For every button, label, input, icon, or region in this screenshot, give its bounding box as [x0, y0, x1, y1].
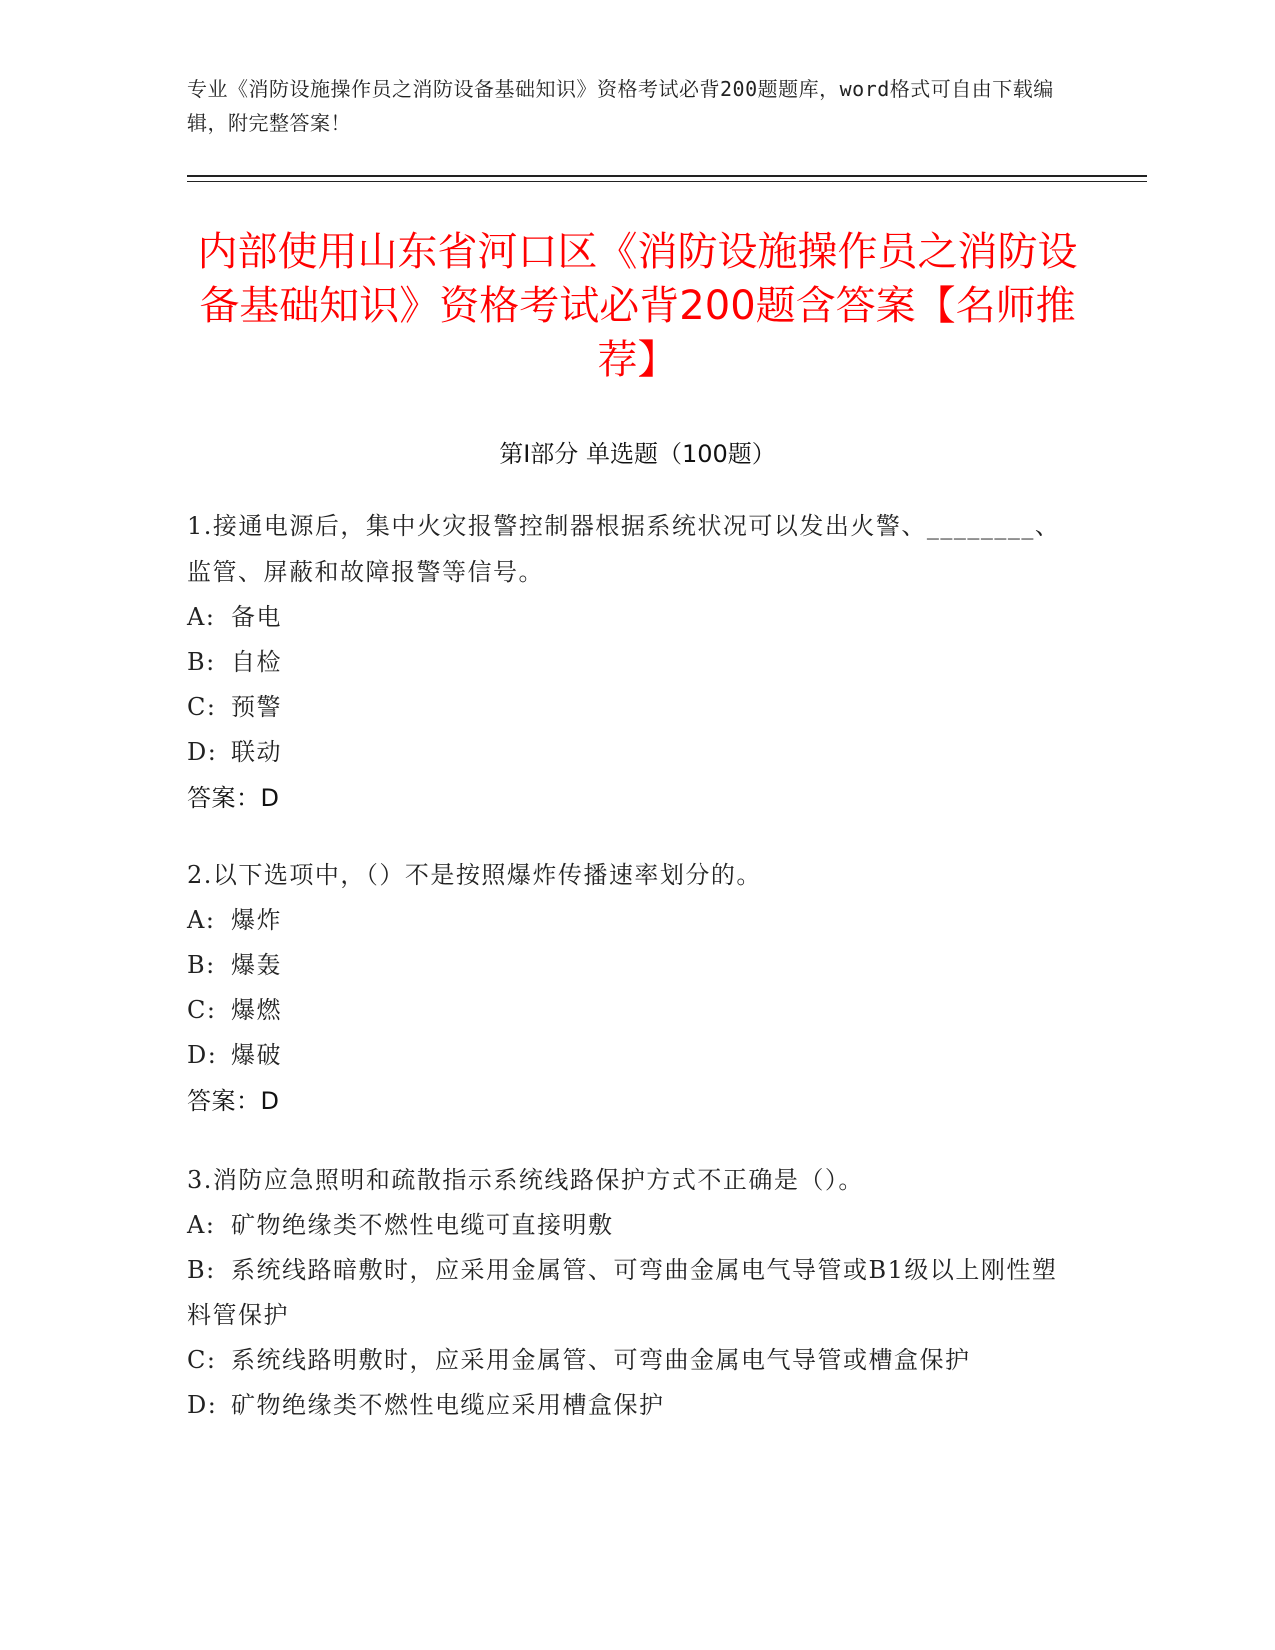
header-divider-thick: [187, 175, 1147, 177]
option-key: C:: [187, 1346, 217, 1374]
option-a: [187, 595, 1067, 640]
answer-line: 答案：D: [187, 1087, 280, 1115]
question-stem: 3.消防应急照明和疏散指示系统线路保护方式不正确是（）。: [187, 1166, 864, 1194]
option-text: 系统线路明敷时，应采用金属管、可弯曲金属电气导管或槽盒保护: [231, 1346, 971, 1374]
option-text: 联动: [231, 738, 282, 766]
document-title: 内部使用山东省河口区《消防设施操作员之消防设备基础知识》资格考试必背200题含答案【名师推荐】: [197, 229, 1078, 383]
option-text: 爆破: [231, 1041, 282, 1069]
header-note: 专业《消防设施操作员之消防设备基础知识》资格考试必背200题题库，word格式可自由下载编辑，附完整答案！: [187, 77, 1054, 135]
option-key: D:: [187, 1041, 218, 1069]
option-text: 爆燃: [231, 996, 282, 1024]
option-key: A:: [187, 1211, 216, 1239]
section-heading: 第I部分 单选题（100题）: [499, 440, 776, 468]
option-a: [187, 898, 1067, 943]
question-1: [187, 503, 1067, 821]
option-text: 矿物绝缘类不燃性电缆应采用槽盒保护: [231, 1391, 665, 1419]
option-key: C:: [187, 996, 217, 1024]
option-key: A:: [187, 906, 216, 934]
question-stem: 2.以下选项中，（）不是按照爆炸传播速率划分的。: [187, 861, 762, 889]
option-c: [187, 988, 1067, 1033]
option-text: 系统线路暗敷时，应采用金属管、可弯曲金属电气导管或B1级以上刚性塑料管保护: [187, 1256, 1058, 1329]
option-b: [187, 943, 1067, 988]
option-key: B:: [187, 648, 216, 676]
option-text: 自检: [231, 648, 282, 676]
option-d: [187, 730, 1067, 775]
option-c: [187, 685, 1067, 730]
option-key: C:: [187, 693, 217, 721]
option-key: A:: [187, 603, 216, 631]
option-text: 爆炸: [231, 906, 282, 934]
option-a: [187, 1203, 1067, 1248]
question-2: [187, 852, 1067, 1124]
option-text: 爆轰: [231, 951, 282, 979]
option-b: [187, 1248, 1067, 1338]
question-stem: 1.接通电源后，集中火灾报警控制器根据系统状况可以发出火警、________、监管、屏蔽和故障报警等信号。: [187, 512, 1061, 586]
option-text: 预警: [231, 693, 282, 721]
option-text: 矿物绝缘类不燃性电缆可直接明敷: [231, 1211, 614, 1239]
answer-line: 答案：D: [187, 784, 280, 812]
option-text: 备电: [231, 603, 282, 631]
question-3: [187, 1157, 1067, 1428]
option-b: [187, 640, 1067, 685]
option-key: D:: [187, 1391, 218, 1419]
option-d: [187, 1383, 1067, 1428]
option-key: B:: [187, 951, 216, 979]
option-c: [187, 1338, 1067, 1383]
header-divider-thin: [187, 181, 1147, 182]
option-d: [187, 1033, 1067, 1078]
option-key: D:: [187, 738, 218, 766]
option-key: B:: [187, 1256, 216, 1284]
